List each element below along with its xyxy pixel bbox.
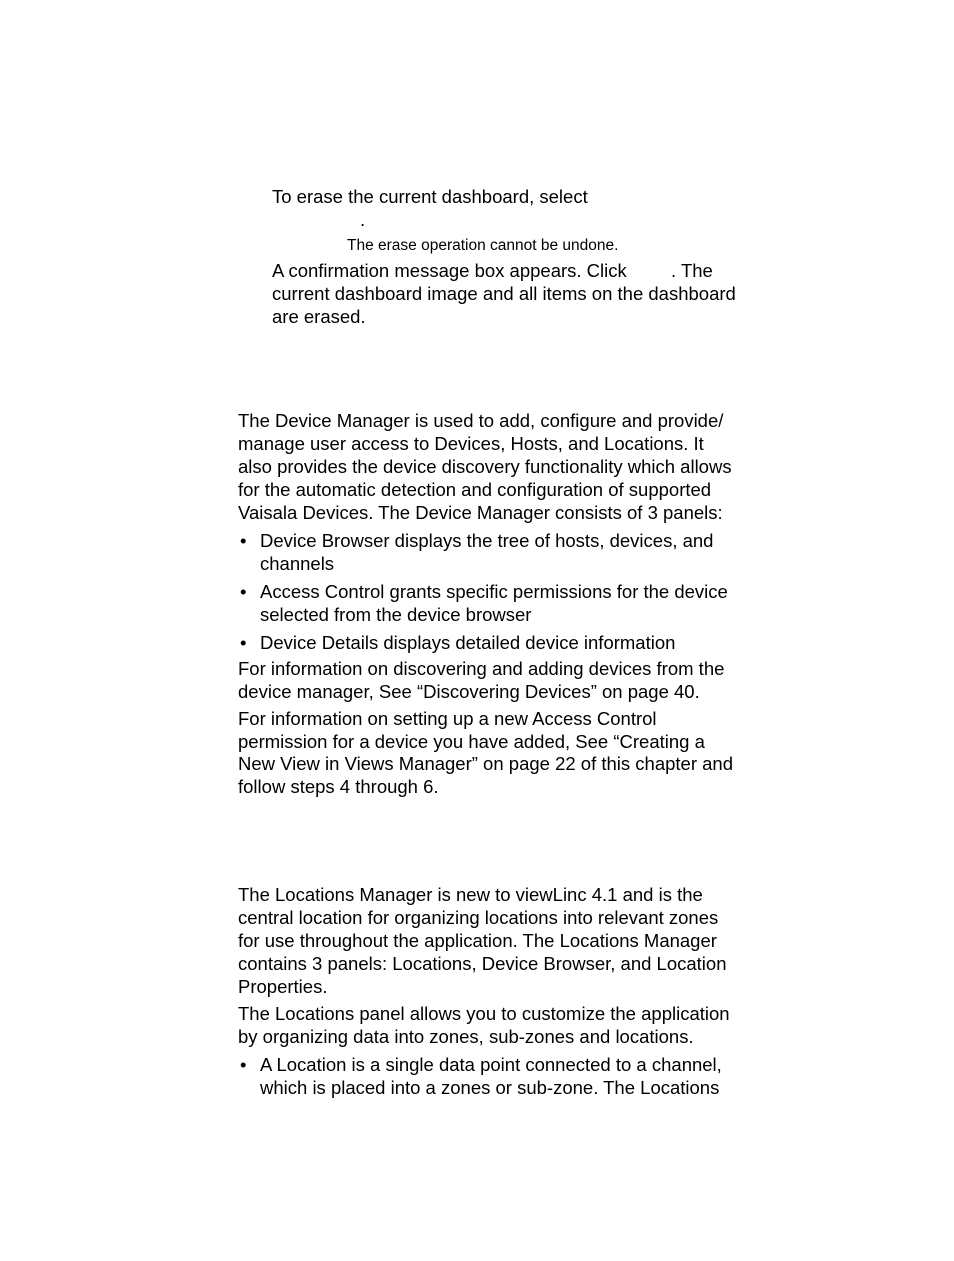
paragraph-line: for use throughout the application. The Locations Manager (238, 930, 717, 951)
paragraph-line: The Device Manager is used to add, configure and provide/ (238, 410, 724, 431)
erase-step-period: . (360, 209, 366, 230)
paragraph-line: Vaisala Devices. The Device Manager consists of 3 panels: (238, 502, 723, 523)
confirm-text-start: A confirmation message box appears. Click (272, 260, 627, 281)
bullet-marker: • (240, 581, 247, 602)
bullet-marker: • (240, 530, 247, 551)
list-item-line: A Location is a single data point connected to a channel, (260, 1054, 722, 1075)
erase-note: The erase operation cannot be undone. (347, 237, 619, 254)
paragraph-line: also provides the device discovery functionality which allows (238, 456, 732, 477)
paragraph-line: New View in Views Manager” on page 22 of this chapter and (238, 753, 734, 774)
paragraph-line: by organizing data into zones, sub-zones and locations. (238, 1026, 694, 1047)
confirm-text-line2: current dashboard image and all items on the dashboard (272, 283, 736, 304)
paragraph-line: contains 3 panels: Locations, Device Browser, and Location (238, 953, 727, 974)
paragraph-line: permission for a device you have added, See “Creating a (238, 731, 705, 752)
paragraph-line: manage user access to Devices, Hosts, and Locations. It (238, 433, 704, 454)
list-item-line: channels (260, 553, 335, 574)
paragraph-line: The Locations panel allows you to customize the application (238, 1003, 730, 1024)
list-item-line: Access Control grants specific permissions for the device (260, 581, 728, 602)
list-item-line: selected from the device browser (260, 604, 532, 625)
confirm-text-line3: are erased. (272, 306, 366, 327)
paragraph-line: Properties. (238, 976, 328, 997)
bullet-marker: • (240, 632, 247, 653)
paragraph-line: follow steps 4 through 6. (238, 776, 439, 797)
confirm-text-end: . The (671, 260, 713, 281)
paragraph-line: for the automatic detection and configuration of supported (238, 479, 712, 500)
erase-step-text: To erase the current dashboard, select (272, 186, 588, 207)
paragraph-line: For information on setting up a new Access Control (238, 708, 657, 729)
list-item-line: Device Browser displays the tree of hosts, devices, and (260, 530, 714, 551)
paragraph-line: device manager, See “Discovering Devices” on page 40. (238, 681, 700, 702)
bullet-marker: • (240, 1054, 247, 1075)
paragraph-line: For information on discovering and adding devices from the (238, 658, 725, 679)
paragraph-line: The Locations Manager is new to viewLinc 4.1 and is the (238, 884, 703, 905)
list-item-line: Device Details displays detailed device information (260, 632, 676, 653)
list-item-line: which is placed into a zones or sub-zone. The Locations (260, 1077, 720, 1098)
paragraph-line: central location for organizing locations into relevant zones (238, 907, 719, 928)
